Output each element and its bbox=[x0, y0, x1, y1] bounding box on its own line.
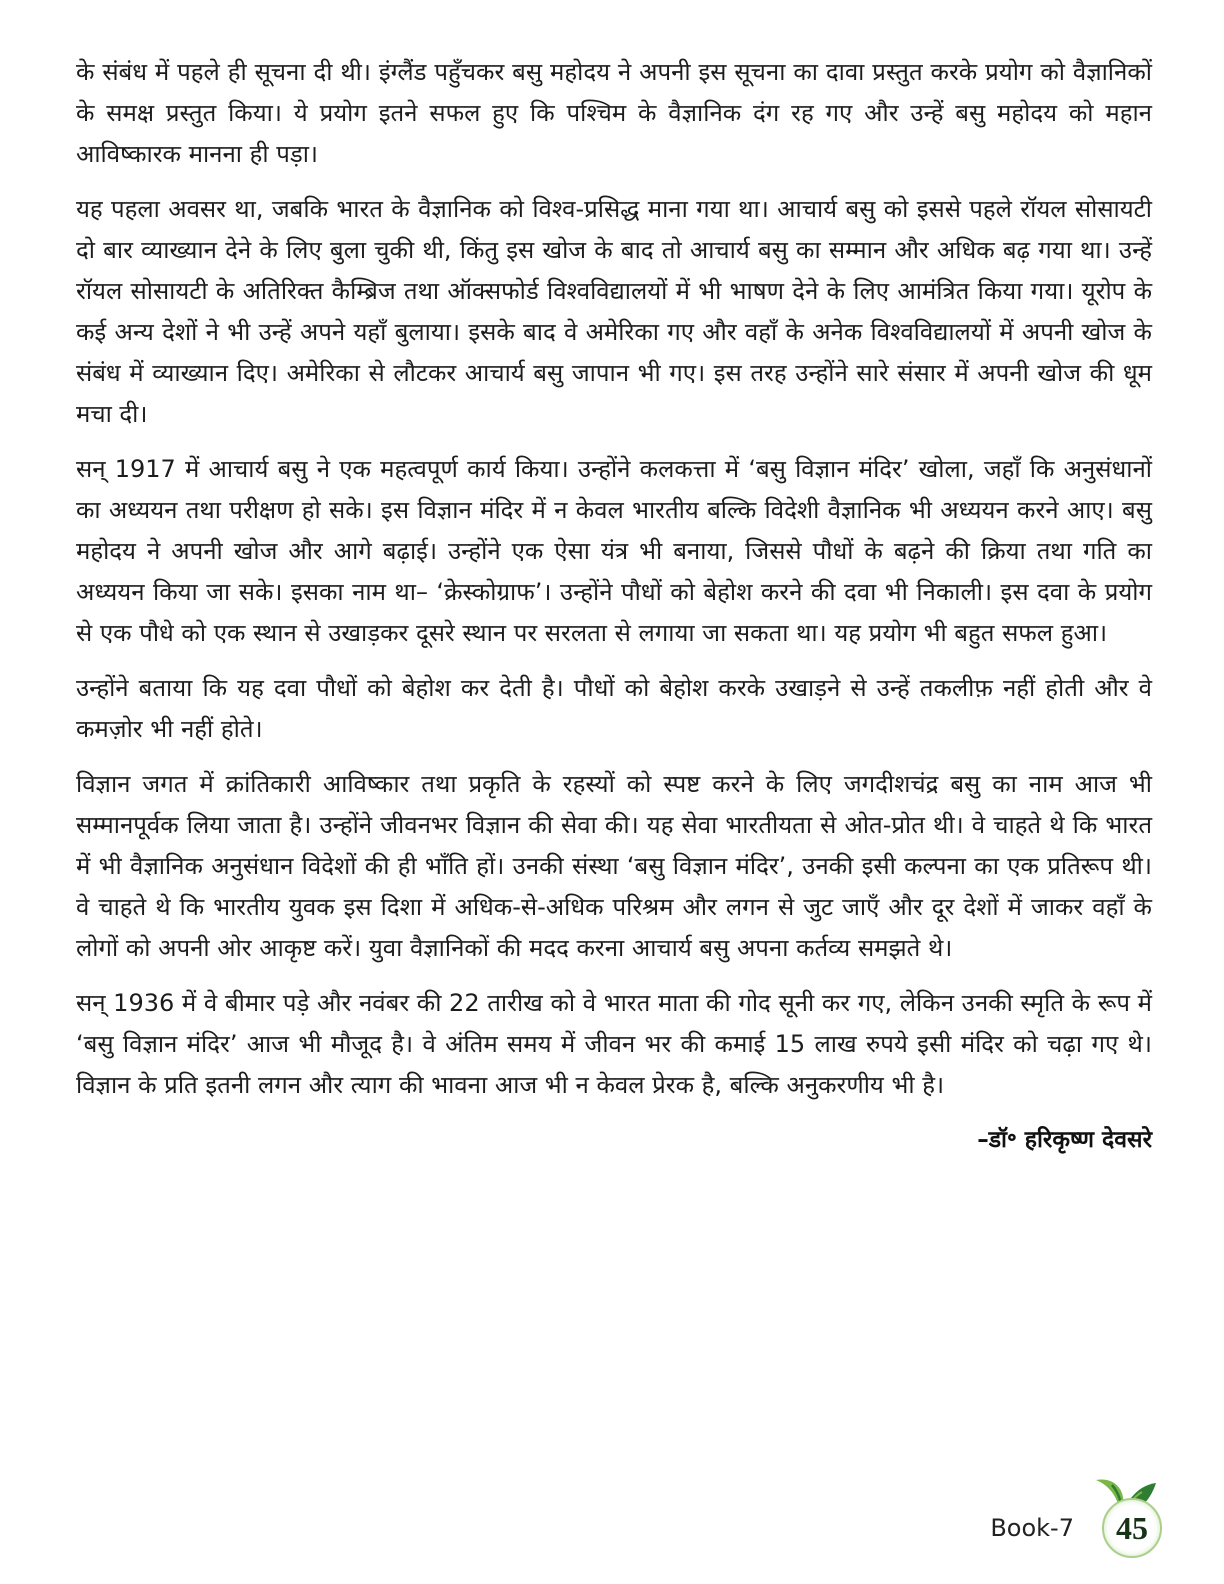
paragraph: यह पहला अवसर था, जबकि भारत के वैज्ञानिक को विश्व-प्रसिद्ध माना गया था। आचार्य बसु को इससे पहले रॉयल सोसायटी दो बार व्याख्यान देने के लिए बुला चुकी थी, किंतु इस खोज के बाद तो आचार्य बसु का सम्मान और अधिक बढ़ गया था। उन्हें रॉयल सोसायटी के अतिरिक्त कैम्ब्रिज तथा ऑक्सफोर्ड विश्वविद्यालयों में भी भाषण देने के लिए आमंत्रित किया गया। यूरोप के कई अन्य देशों ने भी उन्हें अपने यहाँ बुलाया। इसके बाद वे अमेरिका गए और वहाँ के अनेक विश्वविद्यालयों में अपनी खोज के संबंध में व्याख्यान दिए। अमेरिका से लौटकर आचार्य बसु जापान भी गए। इस तरह उन्होंने सारे संसार में अपनी खोज की धूम मचा दी। bbox=[76, 195, 1152, 428]
page-content bbox=[76, 52, 1152, 1184]
book-label: Book-7 bbox=[990, 1514, 1074, 1542]
page-number-circle bbox=[1102, 1498, 1162, 1558]
paragraph: उन्होंने बताया कि यह दवा पौधों को बेहोश कर देती है। पौधों को बेहोश करके उखाड़ने से उन्हें तकलीफ़ नहीं होती और वे कमज़ोर भी नहीं होते। bbox=[76, 674, 1152, 743]
page-number-badge bbox=[1088, 1472, 1166, 1558]
page-number: 45 bbox=[1116, 1509, 1148, 1546]
author-attribution: –डॉ॰ हरिकृष्ण देवसरे bbox=[977, 1127, 1152, 1153]
paragraph: विज्ञान जगत में क्रांतिकारी आविष्कार तथा प्रकृति के रहस्यों को स्पष्ट करने के लिए जगदीशचंद्र बसु का नाम आज भी सम्मानपूर्वक लिया जाता है। उन्होंने जीवनभर विज्ञान की सेवा की। यह सेवा भारतीयता से ओत-प्रोत थी। वे चाहते थे कि भारत में भी वैज्ञानिक अनुसंधान विदेशों की ही भाँति हों। उनकी संस्था ‘बसु विज्ञान मंदिर’, उनकी इसी कल्पना का एक प्रतिरूप थी। वे चाहते थे कि भारतीय युवक इस दिशा में अधिक-से-अधिक परिश्रम और लगन से जुट जाएँ और दूर देशों में जाकर वहाँ के लोगों को अपनी ओर आकृष्ट करें। युवा वैज्ञानिकों की मदद करना आचार्य बसु अपना कर्तव्य समझते थे। bbox=[76, 770, 1152, 962]
paragraph: सन् 1917 में आचार्य बसु ने एक महत्वपूर्ण कार्य किया। उन्होंने कलकत्ता में ‘बसु विज्ञान मंदिर’ खोला, जहाँ कि अनुसंधानों का अध्ययन तथा परीक्षण हो सके। इस विज्ञान मंदिर में न केवल भारतीय बल्कि विदेशी वैज्ञानिक भी अध्ययन करने आए। बसु महोदय ने अपनी खोज और आगे बढ़ाई। उन्होंने एक ऐसा यंत्र भी बनाया, जिससे पौधों के बढ़ने की क्रिया तथा गति का अध्ययन किया जा सके। इसका नाम था– ‘क्रेस्कोग्राफ’। उन्होंने पौधों को बेहोश करने की दवा भी निकाली। इस दवा के प्रयोग से एक पौधे को एक स्थान से उखाड़कर दूसरे स्थान पर सरलता से लगाया जा सकता था। यह प्रयोग भी बहुत सफल हुआ। bbox=[76, 455, 1153, 647]
page-footer bbox=[990, 1472, 1166, 1558]
paragraph: सन् 1936 में वे बीमार पड़े और नवंबर की 22 तारीख को वे भारत माता की गोद सूनी कर गए, लेकिन उनकी स्मृति के रूप में ‘बसु विज्ञान मंदिर’ आज भी मौजूद है। वे अंतिम समय में जीवन भर की कमाई 15 लाख रुपये इसी मंदिर को चढ़ा गए थे। विज्ञान के प्रति इतनी लगन और त्याग की भावना आज भी न केवल प्रेरक है, बल्कि अनुकरणीय भी है। bbox=[76, 989, 1152, 1099]
paragraph: के संबंध में पहले ही सूचना दी थी। इंग्लैंड पहुँचकर बसु महोदय ने अपनी इस सूचना का दावा प्रस्तुत करके प्रयोग को वैज्ञानिकों के समक्ष प्रस्तुत किया। ये प्रयोग इतने सफल हुए कि पश्चिम के वैज्ञानिक दंग रह गए और उन्हें बसु महोदय को महान आविष्कारक मानना ही पड़ा। bbox=[76, 58, 1152, 168]
